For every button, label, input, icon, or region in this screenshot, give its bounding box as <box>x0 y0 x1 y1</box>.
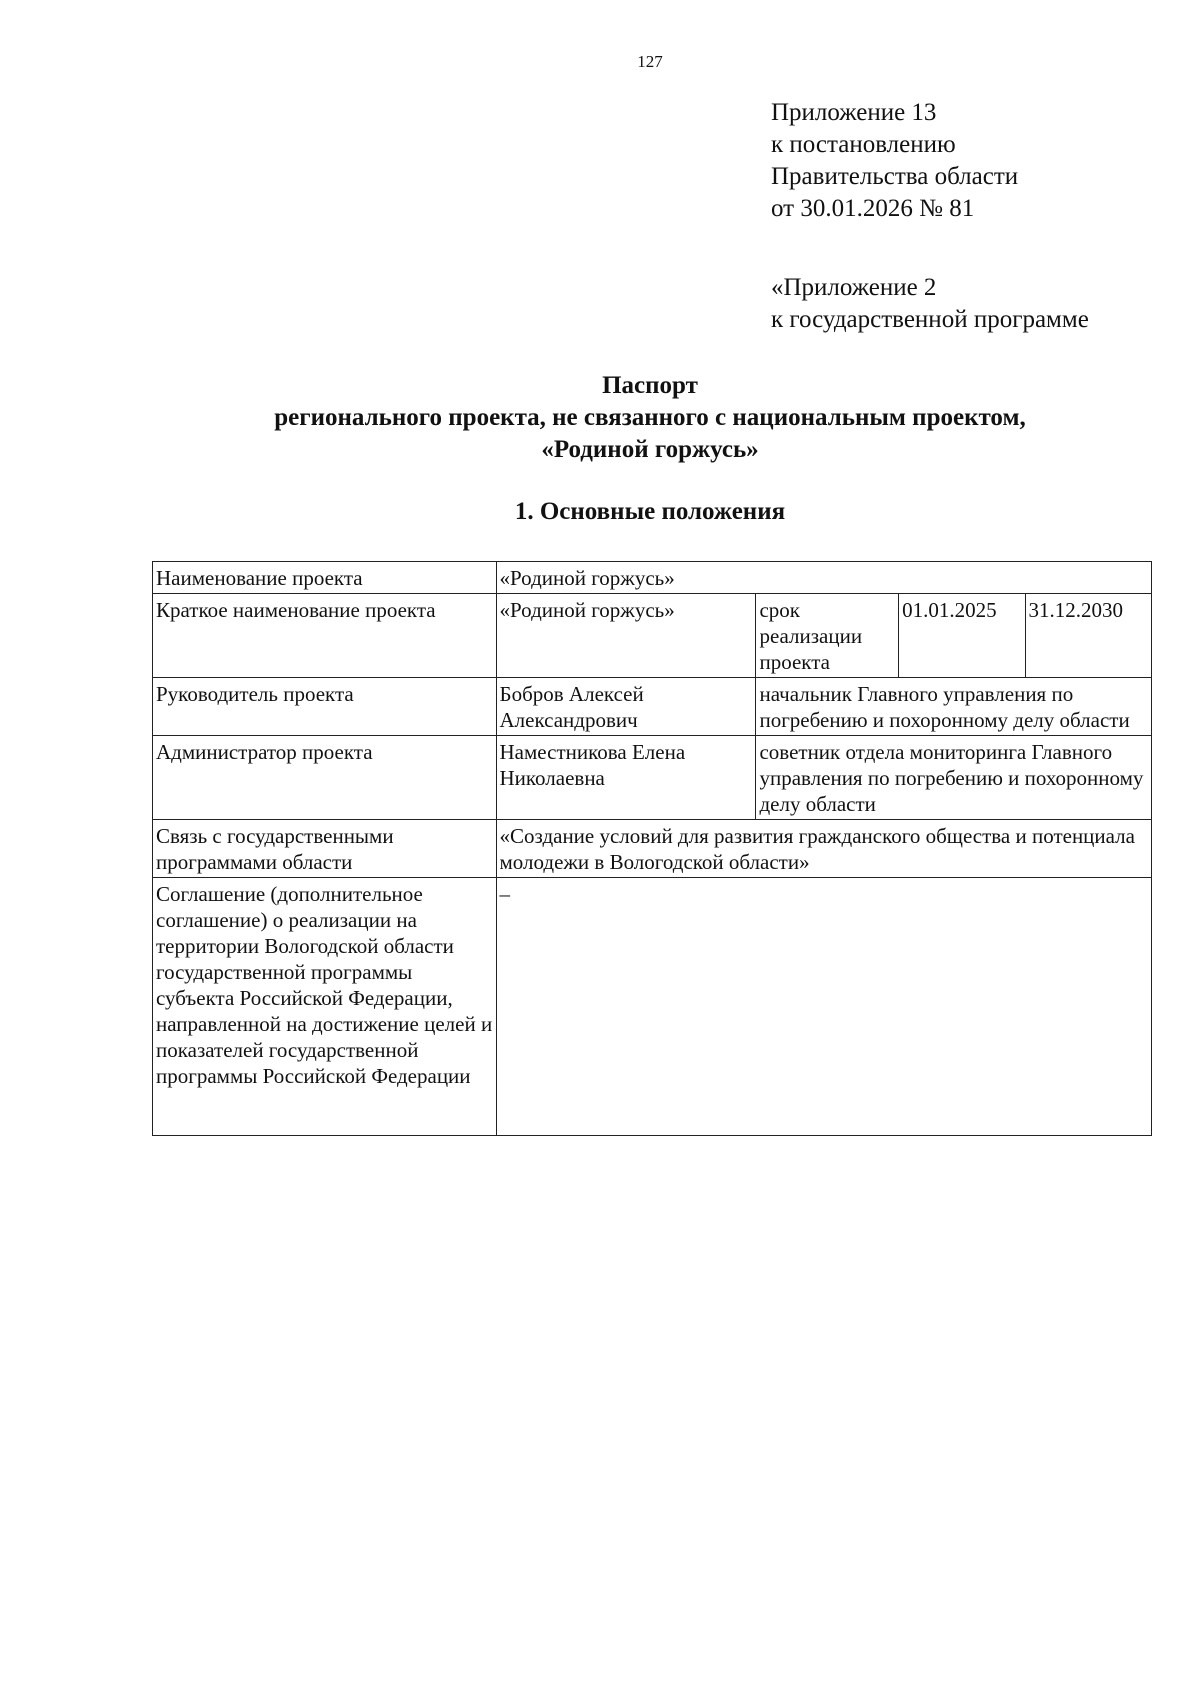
document-title <box>0 370 1200 466</box>
row-value: «Родиной горжусь» <box>496 562 1151 594</box>
row-label: Соглашение (дополнительное соглашение) о реализации на территории Вологодской области государственной программы субъекта Российской Федерации, направленной на достижение целей и показателей государственной программы Российской Федерации <box>153 878 497 1136</box>
table-row <box>153 594 1152 678</box>
table-row <box>153 562 1152 594</box>
appendix2-header <box>771 272 1089 336</box>
appendix-line-4: от 30.01.2026 № 81 <box>771 195 975 222</box>
row-value: «Родиной горжусь» <box>496 594 756 678</box>
admin-position: советник отдела мониторинга Главного управления по погребению и похоронному делу области <box>756 736 1152 820</box>
admin-name: Наместникова Елена Николаевна <box>496 736 756 820</box>
table-row <box>153 820 1152 878</box>
row-label: Краткое наименование проекта <box>153 594 497 678</box>
row-label: Администратор проекта <box>153 736 497 820</box>
row-label: Связь с государственными программами области <box>153 820 497 878</box>
leader-name: Бобров Алексей Александрович <box>496 678 756 736</box>
appendix-line-3: Правительства области <box>771 163 1019 190</box>
page-number: 127 <box>637 52 663 71</box>
row-value: «Создание условий для развития гражданского общества и потенциала молодежи в Вологодской области» <box>496 820 1151 878</box>
row-label: Наименование проекта <box>153 562 497 594</box>
title-line-3: «Родиной горжусь» <box>541 436 759 463</box>
passport-table <box>152 561 1152 1136</box>
term-label: срок реализации проекта <box>756 594 899 678</box>
title-line-2: регионального проекта, не связанного с национальным проектом, <box>274 404 1026 431</box>
row-label: Руководитель проекта <box>153 678 497 736</box>
table-row <box>153 678 1152 736</box>
appendix-line-2: к постановлению <box>771 131 956 158</box>
appendix-line-1: Приложение 13 <box>771 99 937 126</box>
leader-position: начальник Главного управления по погребению и похоронному делу области <box>756 678 1152 736</box>
row-value: – <box>496 878 1151 1136</box>
appendix2-line-2: к государственной программе <box>771 306 1089 333</box>
table-row <box>153 736 1152 820</box>
term-end: 31.12.2030 <box>1025 594 1151 678</box>
title-line-1: Паспорт <box>602 372 698 399</box>
table-row <box>153 878 1152 1136</box>
term-start: 01.01.2025 <box>899 594 1025 678</box>
appendix2-line-1: «Приложение 2 <box>771 274 937 301</box>
section-title: 1. Основные положения <box>514 498 786 525</box>
appendix-header <box>771 97 1018 225</box>
